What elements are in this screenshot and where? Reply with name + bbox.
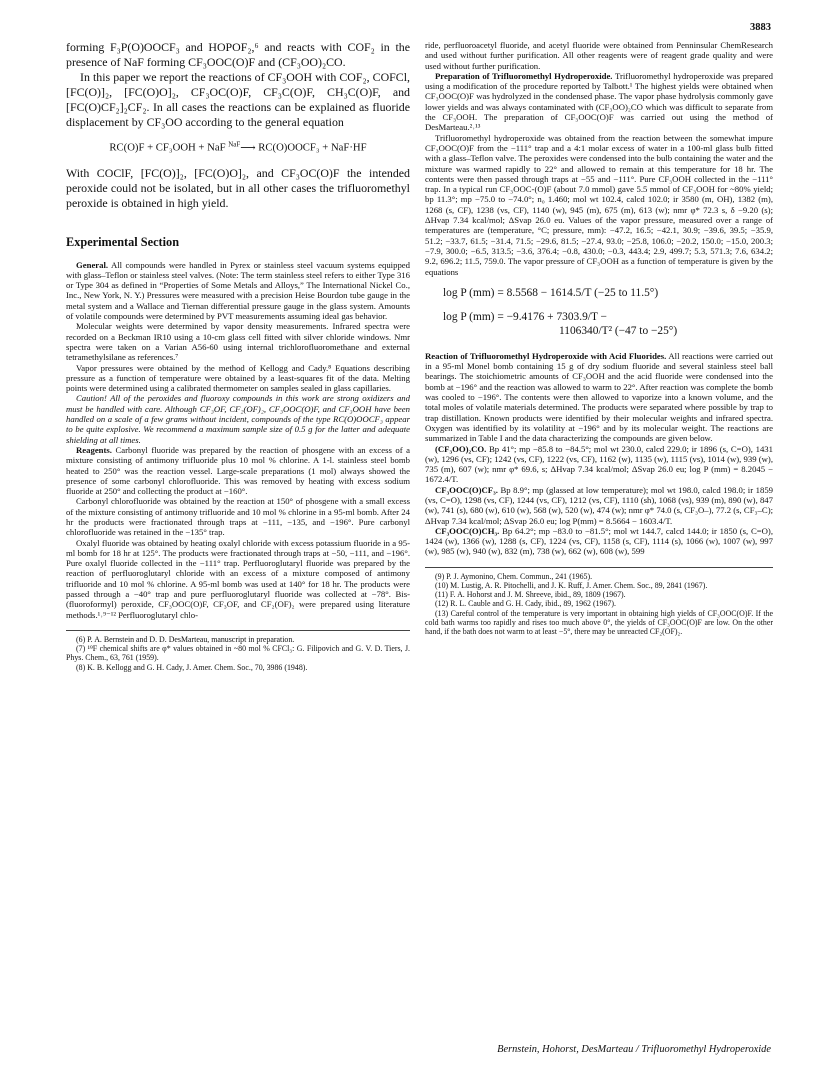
paragraph-preparation	[425, 71, 773, 133]
equation-arrow-label: NaF	[228, 140, 241, 148]
page-number: 3883	[750, 22, 771, 33]
run-in-compound-3: CF₃OOC(O)CH₃.	[435, 525, 500, 536]
equation-lhs: RC(O)F + CF₃OOH + NaF	[109, 141, 226, 154]
run-in-acid-fluorides: Reaction of Trifluoromethyl Hydroperoxide with Acid Fluorides.	[425, 350, 667, 361]
footnote: (12) R. L. Cauble and G. H. Cady, ibid., 89, 1962 (1967).	[435, 599, 616, 609]
equation-arrow: $^{NaF}$⟶	[228, 140, 259, 154]
vapor-pressure-equation-1: log P (mm) = 8.5568 − 1614.5/T (−25 to 11.5°)	[443, 286, 659, 299]
paragraph-vapor-pressures: Vapor pressures were obtained by the method of Kellogg and Cady.⁸ Equations describing pressure as a function of temperature were obtained by a least-squares fit of the data. Melting points were determined using a calibrated thermometer on samples sealed in glass capillaries.	[66, 362, 410, 394]
running-footer: Bernstein, Hohorst, DesMarteau / Trifluoromethyl Hydroperoxide	[497, 1044, 771, 1055]
run-in-preparation: Preparation of Trifluoromethyl Hydroperoxide.	[435, 70, 613, 81]
vapor-pressure-equation-2: log P (mm) = −9.4176 + 7303.9/T −	[443, 310, 607, 323]
footnote: (9) P. J. Aymonino, Chem. Commun., 241 (1965).	[435, 571, 593, 581]
intro-paragraph-2: In this paper we report the reactions of CF₃OOH with COF₂, COFCl, [FC(O)]₂, [FC(O)O]₂, CF₃OC(O)F, CF₃C(O)F, CH₃C(O)F, and [FC(O)CF₂]₂CF₂. In all cases the reactions can be explained as fluoride displacement by CF₃OO according to the general equation	[66, 70, 410, 129]
compound-3-text: Bp 64.2°; mp −83.0 to −81.5°; mol wt 144.7, calcd 144.0; ir 1850 (s, C=O), 1424 (w), 1366 (w), 1288 (s, CF), 1224 (vs, CF), 1158 (s, CF), 1114 (s), 1066 (w), 1007 (w), 997 (w), 985 (w), 940 (w), 832 (m), 738 (w), 662 (w), 608 (w), 599	[425, 525, 773, 557]
run-in-compound-1: (CF₃OO)₂CO.	[435, 443, 487, 454]
run-in-compound-2: CF₃OOC(O)CF₃.	[435, 484, 498, 495]
paragraph-caution: Caution! All of the peroxides and fluoroxy compounds in this work are strong oxidizers and must be handled with care. Although CF₃OF, CF₂(OF)₂, CF₃OOC(O)F, and CF₃OOH have been handled on a scale of a few grams without incident, compounds of the type RC(O)OOCF₃ appear to be quite explosive. We recommend a maximum sample size of 0.5 g for the latter and adequate shielding at all times.	[66, 393, 410, 445]
footnote: (11) F. A. Hohorst and J. M. Shreeve, ibid., 89, 1809 (1967).	[435, 590, 626, 600]
footnotes-right	[425, 567, 773, 636]
paragraph-acid-fluorides	[425, 351, 773, 444]
paragraph-general	[66, 260, 410, 322]
footnote: (8) K. B. Kellogg and G. H. Cady, J. Amer. Chem. Soc., 70, 3986 (1948).	[76, 662, 308, 672]
footnote: (10) M. Lustig, A. R. Pitochelli, and J. K. Ruff, J. Amer. Chem. Soc., 89, 2841 (1967).	[435, 580, 708, 590]
run-in-reagents: Reagents.	[76, 444, 112, 455]
general-text: All compounds were handled in Pyrex or stainless steel vacuum systems equipped with glass–Teflon or stainless steel valves. (Note: The term stainless steel refers to either Type 316 or Type 304 as defined in “Properties of Some Metals and Alloys,” The International Nickel Co., Inc., New York, N. Y.) Pressures were measured with a precision Heise Bourdon tube gauge in the metal system and a Wallace and Tiernan differential pressure gauge in the glass system. Amounts of volatile compounds were determined by PVT measurements assuming ideal gas behavior.	[66, 259, 410, 322]
acid-fluorides-text: All reactions were carried out in a 95-ml Monel bomb containing 15 g of dry sodium fluoride and several stainless steel ball bearings. The stoichiometric amounts of CF₃OOH and the acid fluoride were condensed into the bomb at −196° and the reaction was allowed to warm to 22°. After reaction was complete the bomb was cooled to −196°. The contents were then allowed to vaporize into a known volume, and the total moles of volatile materials determined. The products were separated where possible by trap to trap distillation. Known products were identified by their molecular weights and infrared spectra. Oxygen was identified by its volatility at −196° and by its molecular weight. The reactions are summarized in Table I and the data characterizing the compounds are given below.	[425, 350, 773, 444]
footnote: (6) P. A. Bernstein and D. D. DesMarteau, manuscript in preparation.	[76, 634, 295, 644]
compound-1-text: Bp 41°; mp −85.8 to −84.5°; mol wt 230.0, calcd 229.0; ir 1896 (s, C=O), 1431 (w), 1296 (vs, CF); 1242 (vs, CF), 1222 (vs, CF), 1162 (w), 1135 (w), 1115 (vs), 1014 (w), 939 (w), 735 (m), 607 (w); nmr φ* 69.6, s; ΔHvap 7.34 kcal/mol; ΔSvap 26.0 eu; log P (mm) = 8.2045 − 1672.4/T.	[425, 443, 773, 485]
footnotes-left	[66, 630, 410, 672]
paragraph-compound-2	[425, 485, 773, 526]
paragraph-reagents-continued: ride, perfluoroacetyl fluoride, and acetyl fluoride were obtained from Penninsular ChemResearch and used without further purification. All other reagents were of reagent grade quality and were used without further purification.	[425, 40, 773, 71]
paragraph-molecular-weights: Molecular weights were determined by vapor density measurements. Infrared spectra were recorded on a Beckman IR10 using a 10-cm glass cell fitted with silver chloride windows. Nmr spectra were taken on a Varian A56-60 using internal trichlorofluoromethane and external tetramethylsilane as references.⁷	[66, 321, 410, 363]
paragraph-compound-1	[425, 444, 773, 485]
vapor-pressure-equation-2-continued: 1106340/T² (−47 to −25°)	[559, 324, 678, 337]
intro-paragraph-1: forming F₃P(O)OOCF₃ and HOPOF₂,⁶ and reacts with COF₂ in the presence of NaF forming CF₃OOC(O)F and (CF₃OO)₂CO.	[66, 40, 410, 69]
reagents-text: Carbonyl fluoride was prepared by the reaction of phosgene with an excess of a mixture consisting of antimony trifluoride plus 10 mol % chlorine. A 1-l. stainless steel bomb heated to 250° was the reaction vessel. Large-scale preparations (1 mol) always showed the presence of some carbonyl chlorofluoride. This was removed by heating with excess sodium fluoride at 250° and collecting the product at −160°.	[66, 444, 410, 497]
general-equation	[66, 140, 410, 154]
right-column	[425, 40, 773, 1033]
paragraph-compound-3	[425, 526, 773, 557]
paragraph-carbonyl-chlorofluoride: Carbonyl chlorofluoride was obtained by the reaction at 150° of phosgene with a small excess of the mixture consisting of antimony trifluoride and 10 mol % chlorine in a 95-ml bomb. After 24 hr the products were fractionated through traps at −111, −135, and −196°. Pure carbonyl chlorofluoride was retained in the −135° trap.	[66, 496, 410, 538]
section-heading-experimental: Experimental Section	[66, 234, 180, 249]
intro-paragraph-3: With COClF, [FC(O)]₂, [FC(O)O]₂, and CF₃OC(O)F the intended peroxide could not be isolated, but in all other cases the trifluoromethyl peroxide is obtained in high yield.	[66, 165, 410, 210]
left-column	[66, 40, 410, 1033]
paragraph-hydroperoxide: Trifluoromethyl hydroperoxide was obtained from the reaction between the somewhat impure CF₃OOC(O)F from the −111° trap and a 4:1 molar excess of water in a 100-ml glass bulb fitted with a glass–Teflon valve. The peroxides were condensed into the bulb containing the water and the mixture was warmed rapidly to 22° and allowed to remain at this temperature for 18 hr. The contents were then passed through traps at −55 and −111°. Pure CF₃OOH collected in the −111° trap. In a typical run CF₃OOC-(O)F (about 7.0 mmol) gave 5.5 mmol of CF₃OOH for ~80% yield; bp 11.3°; mp −75.0 to −74.0°; n₀ 1.460; mol wt 102.4, calcd 102.0; ir 3580 (m, OH), 1382 (m), 1268 (s, CF), 1238 (vs, CF), 1140 (w), 945 (m), 675 (m), 613 (w); nmr φ* 72.3 s, δ −9.20 (s); ΔHvap 7.34 kcal/mol; ΔSvap 26.0 eu. Values of the vapor pressure, measured over a range of temperatures are (temperature, °C; pressure, mm): −47.2, 16.5; −42.1, 30.9; −39.6, 39.5; −35.9, 51.2; −33.7, 61.5; −31.4, 71.5; −29.6, 81.5; −27.4, 93.0; −25.8, 106.0; −20.2, 150.0; −15.0, 200.3; −7.9, 300.0; −6.5, 313.5; −3.6, 376.4; −0.8, 430.0; −0.3, 443.4; 2.9, 499.7; 5.3, 571.3; 7.6, 634.2; 9.2, 696.2; 11.5, 759.0. The vapor pressure of CF₃OOH as a function of temperature is given by the equations	[425, 132, 773, 277]
compound-2-text: Bp 8.9°; mp (glassed at low temperature); mol wt 198.0, calcd 198.0; ir 1859 (vs, C=O), 1298 (vs, CF), 1244 (vs, CF), 1212 (vs, CF), 1110 (sh), 1068 (vs), 939 (m), 890 (w), 847 (w), 741 (s), 680 (w), 610 (w), 568 (w), 520 (w), 474 (w); nmr φ* 74.0 (s, CF₃O–), 77.2 (s, CF₃–C); ΔHvap 7.34 kcal/mol; ΔSvap 26.0 eu; log P(mm) = 8.5664 − 1603.4/T.	[425, 484, 773, 526]
equation-rhs: RC(O)OOCF₃ + NaF·HF	[258, 141, 367, 154]
preparation-text: Trifluoromethyl hydroperoxide was prepared using a modification of the procedure reported by Talbott.¹ The highest yields were obtained when CF₃OOC(O)F was hydrolyzed in the condensed phase. The vapor phase hydrolysis commonly gave lower yields and was always contaminated with (CF₃OO)₂CO which was difficult to separate from the CF₃OOH. The preparation of CF₃OOC(O)F was carried out using the method of DesMarteau.²˒¹³	[425, 70, 773, 133]
footnote: (13) Careful control of the temperature is very important in obtaining high yields of CF₃OOC(O)F. If the cold bath warms too rapidly and rises too much above 0°, the yields of CF₃OOC(O)F are low. On the other hand, if the bath does not warm to at least −5°, there may be unreacted CF₂(OF)₂.	[425, 608, 773, 636]
paragraph-oxalyl-fluoride: Oxalyl fluoride was obtained by heating oxalyl chloride with excess potassium fluoride in a 95-ml bomb for 18 hr at 125°. The products were fractionated through traps at −50, −111, and −196°. Pure oxalyl fluoride collected in the −111° trap. Perfluoroglutaryl fluoride was prepared by the reaction of perfluoroglutaryl chloride with an excess of a mixture composed of antimony trifluoride and 10 mol % chlorine. A 95-ml bomb was used at 140° for 18 hr. The products were passed through a −40° trap and pure perfluoroglutaryl fluoride was collected at −78°. Bis-(fluoroformyl) peroxide, CF₃OOC(O)F, CF₃OF, and CF₂(OF)₂ were prepared using literature methods.¹˒⁹⁻¹² Perfluoroglutaryl chlo-	[66, 537, 410, 620]
paragraph-reagents	[66, 445, 410, 496]
run-in-general: General.	[76, 259, 109, 270]
footnote: (7) ¹⁹F chemical shifts are φ* values obtained in ~80 mol % CFCl₃: G. Filipovich and G. V. D. Tiers, J. Phys. Chem., 63, 761 (1959).	[66, 644, 410, 663]
